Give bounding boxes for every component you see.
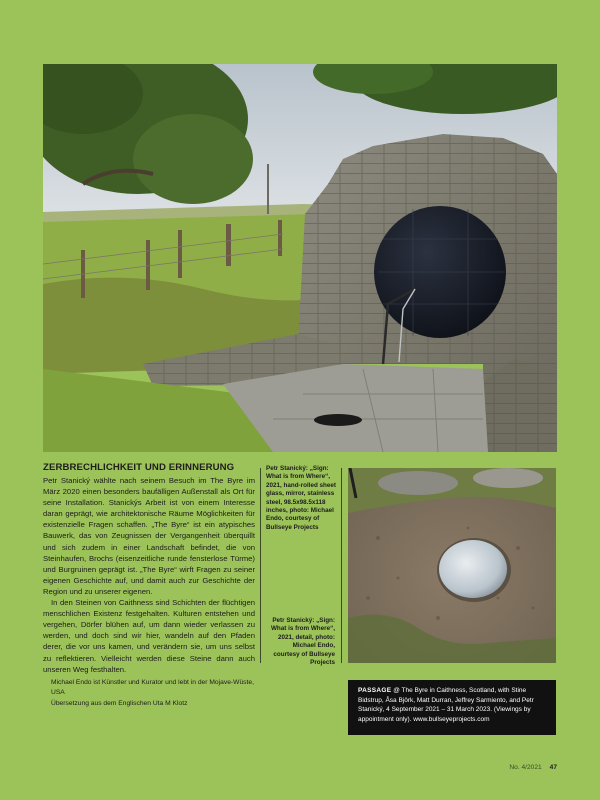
photo-caption-installation: Petr Stanický: „Sign: What is from Where“, 2021, hand-rolled sheet glass, mirror, stainless steel, 98.5x98.5x118 inches, photo: Michael Endo, courtesy of Bullseye Projects xyxy=(266,465,336,531)
translation-credit: Übersetzung aus dem Englischen Uta M Klotz xyxy=(51,699,188,707)
exhibition-details: @ The Byre in Caithness, Scotland, with Stine Bidstrup, Åsa Björk, Matt Durran, Jeffrey Sarmiento, and Petr Stanický, 4 September 2021 – 31 March 2023. (Viewings by appointment only). www.bullseyeprojects.com xyxy=(358,687,534,723)
page-footer xyxy=(509,764,557,771)
issue-number: No. 4/2021 xyxy=(509,764,542,771)
exhibition-info-box xyxy=(348,680,556,735)
detail-photo xyxy=(348,468,556,663)
article-heading: ZERBRECHLICHKEIT UND ERINNERUNG xyxy=(43,462,235,473)
exhibition-title: PASSAGE xyxy=(358,687,392,694)
installation-photo xyxy=(43,64,557,452)
article xyxy=(43,462,255,709)
page-number: 47 xyxy=(549,764,557,771)
photo-caption-detail: Petr Stanický: „Sign: What is from Where“, 2021, detail, photo: Michael Endo, courtesy of Bullseye Projects xyxy=(270,617,335,667)
article-paragraph-2: In den Steinen von Caithness sind Schichten der flüchtigen menschlichen Existenz festgehalten. Kulturen entstehen und vergehen, Dörfer blühen auf, um dann wieder verlassen zu werden, und doch sind wir hier, wandeln auf den Pfaden derer, die vor uns kamen, und verändern sie, um uns selbst zu reflektieren. Vielleicht werden diese Steine dann auch unseren Weg festhalten. xyxy=(43,598,255,674)
column-divider xyxy=(341,468,342,663)
column-divider xyxy=(260,468,261,663)
author-note: Michael Endo ist Künstler und Kurator und lebt in der Mojave-Wüste, USA xyxy=(51,678,254,697)
article-paragraph-1: Petr Stanický wählte nach seinem Besuch im The Byre im März 2020 einen besonders baufälligen Außenstall als Ort für seine Installation. Stanickýs Arbeit ist von einem Interesse daran geprägt, wie architektonische Räume Möglichkeiten für existenzielle Fragen schaffen. „The Byre“ ist ein atypisches Bauwerk, das von Zeugnissen der Vergangenheit überquillt und sich zudem in einer Landschaft befindet, die von Steinhaufen, Brochs (eisenzeitliche runde fensterlose Türme) und Burgruinen geprägt ist. „The Byre“ wirft Fragen zu seiner eigenen Geschichte auf, und damit auch zur Geschichte der Region und zu unserer eigenen. xyxy=(43,476,255,596)
